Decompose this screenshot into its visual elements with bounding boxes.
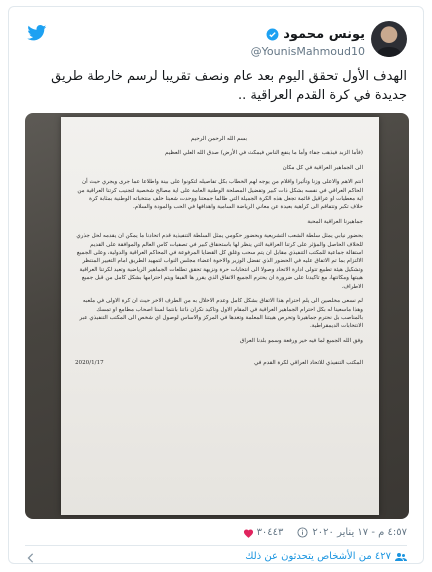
letter-signature-block — [75, 359, 363, 367]
letter-verse: (فأما الزبد فيذهب جفاء وأما ما ينفع الناس فيمكث في الأرض) صدق الله العلي العظيم — [164, 150, 363, 157]
letter-paragraph-2: بحضور نيابي يمثل سلطة الشعب التشريعية وبحضور حكومي يمثل السلطة التنفيذية قدم اتحادنا ما يمكن ان يقدمه لحل جذري للخلاف الحاصل والمؤثر على كرتنا العراقية التي ينظر لها باستحقاق كبير في تصفيات كاس العالم والموافقة على القديم استقالة جماعية للمكتب التنفيذي مقابل ان يتم سحب وغلق كل القضايا المرفوعة في المحاكم العراقية والدولية، وعلى الجميع الالتزام بما تم الاتفاق عليه في الحضور الذي تفضل الوزير والاخوة اعضاء مجلس النواب لتمهيد الطريق امام التغيير المنتظر وتشكيل هيئة تطبيع تتولى ادارة الاتحاد وصولا الى انتخابات حرة ونزيهة تحقق تطلعات الجماهير الرياضية وتعيد لكرتنا العراقية هيبتها ومكانتها، مع تاكيدنا على ضرورة ان يحترم الجميع الاتفاق الذي يقرر ها الفيفا ويتم احترامها بشكل كامل من قبل جميع الاطراف. — [76, 233, 363, 290]
heart-icon[interactable] — [243, 528, 254, 538]
tweet-card — [8, 6, 424, 564]
like-group[interactable] — [243, 527, 284, 538]
letter-greeting-2: جماهيرنا العراقية المحبة — [307, 218, 363, 225]
avatar[interactable] — [371, 21, 407, 57]
letter-document — [61, 117, 379, 515]
like-count: ٣٠٤٤٣ — [256, 527, 284, 538]
verified-badge-icon — [266, 28, 279, 41]
divider — [25, 545, 407, 546]
display-name-row[interactable] — [266, 27, 365, 42]
tweet-timestamp[interactable]: ٤:٥٧ م - ١٧ يناير ٢٠٢٠ — [312, 527, 407, 538]
tweet-text: الهدف الأول تحقق اليوم بعد عام ونصف تقريبا لرسم خارطة طريق جديدة في كرة القدم العراقية .. — [51, 69, 407, 103]
tweet-timestamp-group — [293, 527, 407, 538]
letter-greeting: الى الجماهير العراقية في كل مكان — [282, 164, 363, 171]
letter-paragraph-3: لم نسعى مخلصين الى يلم احترام هذا الاتفاق بشكل كامل وعدم الاخلال به من الطرف الاخر حيث ان كرة الاولى في ملعبه وهذا ماسعينا له بكل احترام الجماهير العراقية في المقام الاول وتاكيد نكران ذاتنا بانتما لسنا اصحاب مطامع او تمسك بالمناصب بل نحترم جماهيرنا وتحرص هيبتنا المعلمة وتغدها في المركز والاساس لوصول اي شخص الى المكتب التنفيذي عبر الانتخابات الديمقراطية. — [79, 298, 363, 330]
tweet-meta — [243, 527, 407, 538]
user-handle[interactable]: @YounisMahmoud10 — [250, 45, 365, 58]
info-icon[interactable] — [297, 527, 308, 538]
conversation-link[interactable] — [245, 551, 407, 562]
letter-signature: المكتب التنفيذي للاتحاد العراقي لكرة القدم في — [254, 360, 363, 367]
letter-date: 2020/1/17 — [75, 360, 104, 367]
conversation-label[interactable]: ٤٢٧ من الأشخاص يتحدثون عن ذلك — [245, 551, 391, 562]
chevron-left-icon[interactable] — [27, 553, 35, 563]
tweet-photo[interactable] — [25, 113, 409, 519]
letter-closing: وفق الله الجميع لما فيه خير ورفعة وسمو بلدنا العراق — [240, 337, 363, 344]
user-info[interactable] — [251, 23, 365, 58]
people-icon — [395, 552, 407, 562]
display-name[interactable]: يونس محمود — [283, 27, 365, 42]
letter-paragraph-1: انتم الاهم والاعلى وزنا وتأثيرا واقلام من يوجه لهم الخطاب بكل تفاصيله لتكونوا على بينة واطلاعا عما جرى ويجري حيث أن الحاكم العراقي في نفسه بشكل ذات كبير وتفضيل المصلحة الوطنية العامة على اية مصالح شخصية لتجنيب كرتنا العراقية من اية معطيات او عراقيل قائمة تجعل هذه الكرة الجميلة التي طالما جمعتنا ووحدت شعبنا خلف منتخباته الوطنية بمثابة كرة خلاف تكبر وتتفاقم الى كراهية بعيدة عن معاني الرياضة السامية واهدافها في الحب والمودة والسلام. — [77, 179, 363, 211]
letter-basmala: بسم الله الرحمن الرحيم — [190, 136, 248, 142]
twitter-bird-icon[interactable] — [27, 25, 47, 41]
